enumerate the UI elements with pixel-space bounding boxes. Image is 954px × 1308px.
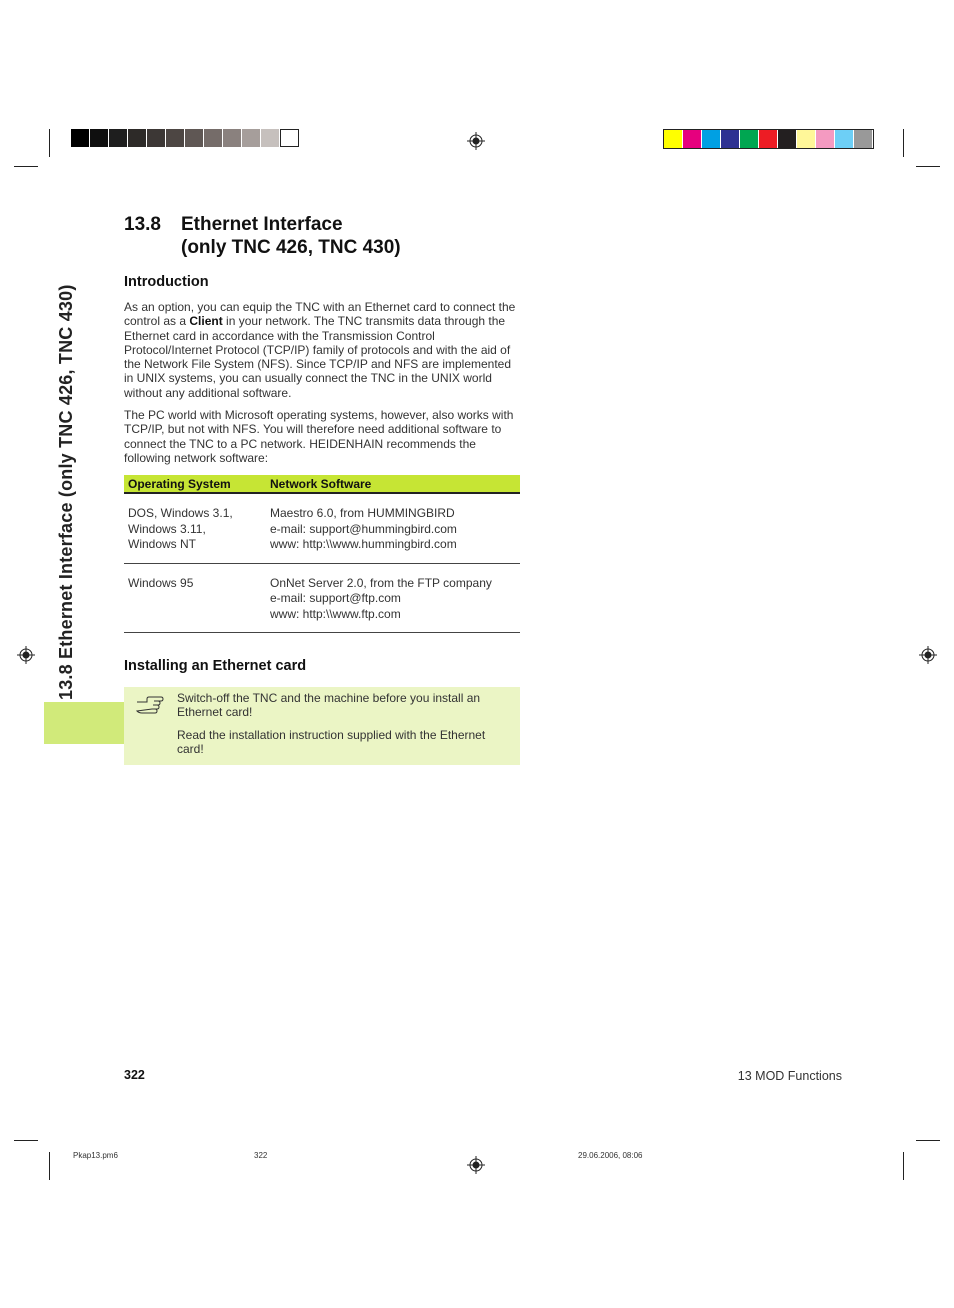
color-swatch	[109, 129, 128, 147]
print-page-number: 322	[254, 1151, 268, 1160]
note-box	[124, 687, 520, 765]
network-software-table	[124, 475, 520, 633]
page-number: 322	[124, 1068, 145, 1082]
software-cell: Maestro 6.0, from HUMMINGBIRD e-mail: support@hummingbird.com www: http:\\www.hummingbird.com	[266, 493, 520, 563]
registration-mark-icon	[919, 646, 937, 664]
color-swatch	[223, 129, 242, 147]
color-swatch	[702, 130, 721, 148]
color-swatch	[835, 130, 854, 148]
section-title-line2: (only TNC 426, TNC 430)	[181, 237, 401, 258]
pointing-hand-icon	[134, 693, 164, 715]
crop-mark	[49, 1152, 50, 1180]
software-cell: OnNet Server 2.0, from the FTP company e-mail: support@ftp.com www: http:\\www.ftp.com	[266, 563, 520, 633]
color-swatch	[71, 129, 90, 147]
print-file-name: Pkap13.pm6	[73, 1151, 118, 1160]
crop-mark	[903, 1152, 904, 1180]
color-swatch	[683, 130, 702, 148]
installing-heading: Installing an Ethernet card	[124, 658, 307, 674]
introduction-paragraph-2: The PC world with Microsoft operating systems, however, also works with TCP/IP, but not with NFS. You will therefore need additional software to connect the TNC to a PC network. HEIDENHAIN recommends the following network software:	[124, 408, 514, 465]
color-swatch	[166, 129, 185, 147]
color-swatch	[664, 130, 683, 148]
crop-mark	[49, 129, 50, 157]
os-cell: DOS, Windows 3.1, Windows 3.11, Windows NT	[124, 493, 266, 563]
color-swatch	[242, 129, 261, 147]
color-swatch	[90, 129, 109, 147]
color-swatch	[816, 130, 835, 148]
color-swatch	[261, 129, 280, 147]
os-cell: Windows 95	[124, 563, 266, 633]
registration-mark-icon	[467, 1156, 485, 1174]
crop-mark	[916, 166, 940, 167]
chapter-tab-marker	[44, 702, 124, 744]
crop-mark	[903, 129, 904, 157]
color-swatch	[185, 129, 204, 147]
section-number: 13.8	[124, 214, 161, 235]
chapter-footer: 13 MOD Functions	[737, 1069, 842, 1083]
column-header-software: Network Software	[266, 475, 520, 493]
table-row	[124, 563, 520, 633]
registration-mark-icon	[17, 646, 35, 664]
color-swatch	[280, 129, 299, 147]
color-swatch	[721, 130, 740, 148]
color-swatch	[797, 130, 816, 148]
color-swatch	[778, 130, 797, 148]
print-date: 29.06.2006, 08:06	[578, 1151, 643, 1160]
color-swatch	[204, 129, 223, 147]
color-swatch	[128, 129, 147, 147]
color-swatch	[854, 130, 873, 148]
color-calibration-bar	[663, 129, 874, 149]
note-text-1: Switch-off the TNC and the machine before you install an Ethernet card!	[177, 691, 481, 720]
crop-mark	[916, 1140, 940, 1141]
column-header-os: Operating System	[124, 475, 266, 493]
color-swatch	[759, 130, 778, 148]
crop-mark	[14, 166, 38, 167]
client-term: Client	[189, 314, 223, 329]
registration-mark-icon	[467, 132, 485, 150]
note-text-2: Read the installation instruction supplied with the Ethernet card!	[177, 728, 486, 757]
section-title-line1: Ethernet Interface	[181, 214, 343, 235]
table-row	[124, 493, 520, 563]
introduction-paragraph-1: As an option, you can equip the TNC with an Ethernet card to connect the control as a Client in your network. The TNC transmits data through the Ethernet card in accordance with the Transmission Control Protocol/Internet Protocol (TCP/IP) family of protocols and with the aid of the Network File System (NFS). Since TCP/IP and NFS are implemented in UNIX systems, you can usually connect the TNC in the UNIX world without any additional software.	[124, 300, 516, 400]
table-header-row	[124, 475, 520, 493]
color-swatch	[147, 129, 166, 147]
grayscale-calibration-bar	[71, 129, 299, 147]
color-swatch	[740, 130, 759, 148]
crop-mark	[14, 1140, 38, 1141]
introduction-heading: Introduction	[124, 274, 209, 290]
section-heading	[124, 213, 401, 259]
